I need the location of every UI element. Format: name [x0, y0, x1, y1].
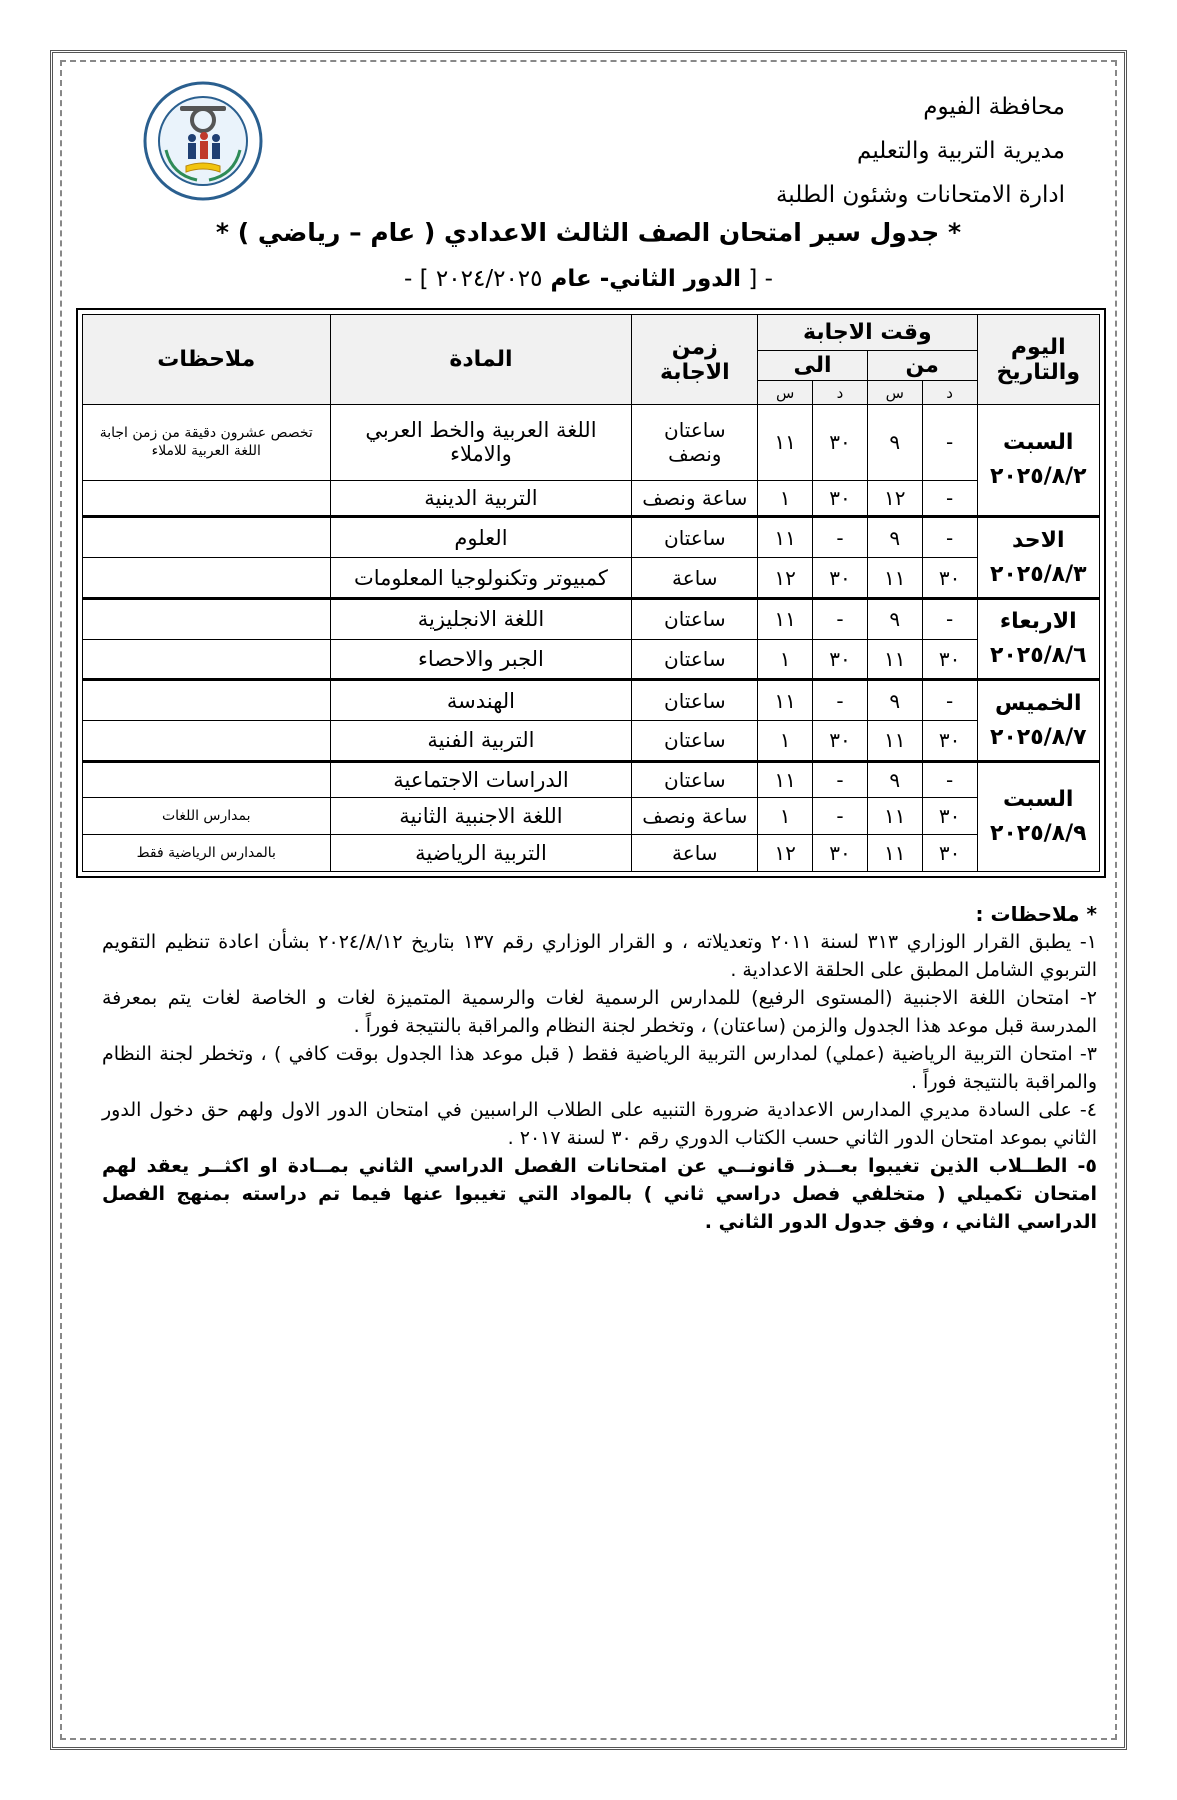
schedule-body: [83, 405, 1100, 872]
to-minute-cell: -: [813, 517, 868, 558]
exam-schedule-table: [82, 314, 1100, 872]
from-hour-cell: ٩: [867, 405, 922, 481]
to-hour-cell: ١١: [758, 598, 813, 639]
note-cell: [83, 558, 331, 599]
to-minute-cell: -: [813, 598, 868, 639]
table-row: [83, 721, 1100, 762]
table-row: [83, 761, 1100, 798]
subject-cell: كمبيوتر وتكنولوجيا المعلومات: [330, 558, 632, 599]
subtitle-prefix: - [: [741, 266, 773, 292]
from-hour-cell: ٩: [867, 598, 922, 639]
to-hour-cell: ١: [758, 639, 813, 680]
exam-date: ٢٠٢٥/٨/٦: [989, 643, 1087, 669]
note-item-5: ٥- الطــلاب الذين تغيبوا بعــذر قانونــي عن امتحانات الفصل الدراسي الثاني بمــادة او اكثــر يعقد لهم امتحان تكميلي ( متخلفي فصل دراسي ثاني ) بالمواد التي تغيبوا عنها فيما تم دراسته بمنهج الفصل الدراسي الثاني ، وفق جدول الدور الثاني .: [102, 1155, 1097, 1233]
note-item-2: ٢- امتحان اللغة الاجنبية (المستوى الرفيع) للمدارس الرسمية لغات والرسمية المتميزة لغات و الخاصة لغات يتم بمعرفة المدرسة قبل موعد هذا الجدول والزمن (ساعتان) ، وتخطر لجنة النظام والمراقبة بالنتيجة فوراً .: [102, 987, 1097, 1037]
table-row: [83, 517, 1100, 558]
duration-cell: ساعة: [632, 558, 758, 599]
exam-schedule-table-frame: [76, 308, 1106, 878]
subject-cell: التربية الفنية: [330, 721, 632, 762]
table-row: [83, 480, 1100, 517]
governorate-name: محافظة الفيوم: [923, 94, 1065, 120]
document-title: * جدول سير امتحان الصف الثالث الاعدادي ( عام – رياضي ) *: [215, 218, 962, 247]
header-from-minute: د: [922, 381, 977, 405]
exam-date: ٢٠٢٥/٨/٧: [989, 724, 1087, 750]
from-minute-cell: -: [922, 480, 977, 517]
from-minute-cell: -: [922, 405, 977, 481]
from-minute-cell: ٣٠: [922, 835, 977, 872]
to-minute-cell: ٣٠: [813, 721, 868, 762]
note-cell: [83, 517, 331, 558]
note-cell: [83, 598, 331, 639]
document-subtitle: [72, 266, 1105, 292]
note-cell: بمدارس اللغات: [83, 798, 331, 835]
note-cell: بالمدارس الرياضية فقط: [83, 835, 331, 872]
notes-heading: * ملاحظات :: [975, 902, 1097, 926]
from-hour-cell: ١١: [867, 798, 922, 835]
header-subject: المادة: [330, 315, 632, 405]
day-date-cell: [977, 517, 1099, 598]
subject-cell: اللغة العربية والخط العربي والاملاء: [330, 405, 632, 481]
table-row: [83, 835, 1100, 872]
duration-cell: ساعتان: [632, 598, 758, 639]
from-minute-cell: ٣٠: [922, 639, 977, 680]
note-cell: [83, 480, 331, 517]
document-page: [72, 70, 1105, 1730]
subject-cell: الهندسة: [330, 680, 632, 721]
to-minute-cell: ٣٠: [813, 480, 868, 517]
subtitle-session: الدور الثاني- عام: [542, 266, 742, 292]
table-row: [83, 558, 1100, 599]
note-cell: [83, 761, 331, 798]
note-cell: [83, 639, 331, 680]
issuer-header: [776, 85, 1065, 217]
day-date-cell: [977, 598, 1099, 679]
to-hour-cell: ١٢: [758, 558, 813, 599]
day-name: السبت: [1003, 786, 1074, 812]
table-row: [83, 639, 1100, 680]
subject-cell: العلوم: [330, 517, 632, 558]
from-hour-cell: ١١: [867, 721, 922, 762]
from-minute-cell: -: [922, 680, 977, 721]
header-from: من: [867, 351, 977, 381]
duration-cell: ساعتان ونصف: [632, 405, 758, 481]
from-hour-cell: ١١: [867, 558, 922, 599]
table-row: [83, 405, 1100, 481]
table-row: [83, 598, 1100, 639]
from-hour-cell: ١٢: [867, 480, 922, 517]
header-notes: ملاحظات: [83, 315, 331, 405]
note-item-3: ٣- امتحان التربية الرياضية (عملي) لمدارس التربية الرياضية فقط ( قبل موعد هذا الجدول بوقت كافي ) ، وتخطر لجنة النظام والمراقبة بالنتيجة فوراً .: [102, 1043, 1097, 1093]
duration-cell: ساعتان: [632, 721, 758, 762]
day-date-cell: [977, 761, 1099, 871]
exams-department-logo: [142, 80, 264, 202]
to-hour-cell: ١١: [758, 517, 813, 558]
from-minute-cell: -: [922, 598, 977, 639]
day-name: الخميس: [995, 690, 1082, 716]
day-name: الاربعاء: [999, 609, 1077, 635]
department-name: ادارة الامتحانات وشئون الطلبة: [775, 182, 1065, 208]
to-hour-cell: ١: [758, 721, 813, 762]
header-to-minute: د: [813, 381, 868, 405]
table-row: [83, 798, 1100, 835]
to-hour-cell: ١٢: [758, 835, 813, 872]
to-minute-cell: ٣٠: [813, 639, 868, 680]
header-duration: زمن الاجابة: [632, 315, 758, 405]
to-hour-cell: ١١: [758, 761, 813, 798]
to-minute-cell: -: [813, 798, 868, 835]
to-minute-cell: -: [813, 761, 868, 798]
exam-date: ٢٠٢٥/٨/٣: [989, 561, 1087, 587]
duration-cell: ساعتان: [632, 517, 758, 558]
subject-cell: اللغة الاجنبية الثانية: [330, 798, 632, 835]
header-to-hour: س: [758, 381, 813, 405]
note-cell: [83, 721, 331, 762]
subtitle-year: ٢٠٢٤/٢٠٢٥ ] -: [404, 266, 543, 292]
from-hour-cell: ٩: [867, 680, 922, 721]
day-date-cell: [977, 405, 1099, 517]
to-hour-cell: ١: [758, 798, 813, 835]
to-hour-cell: ١١: [758, 405, 813, 481]
table-row: [83, 680, 1100, 721]
duration-cell: ساعتان: [632, 680, 758, 721]
from-minute-cell: ٣٠: [922, 798, 977, 835]
note-item-1: ١- يطبق القرار الوزاري ٣١٣ لسنة ٢٠١١ وتعديلاته ، و القرار الوزاري رقم ١٣٧ بتاريخ ٢٠٢٤/٨/١٢ بشأن اعادة تنظيم التقويم التربوي الشامل المطبق على الحلقة الاعدادية .: [102, 931, 1097, 981]
subject-cell: التربية الدينية: [330, 480, 632, 517]
header-to: الى: [758, 351, 868, 381]
subject-cell: اللغة الانجليزية: [330, 598, 632, 639]
day-date-cell: [977, 680, 1099, 761]
duration-cell: ساعة ونصف: [632, 480, 758, 517]
to-minute-cell: ٣٠: [813, 835, 868, 872]
exam-date: ٢٠٢٥/٨/٢: [989, 464, 1087, 490]
duration-cell: ساعتان: [632, 639, 758, 680]
header-from-hour: س: [867, 381, 922, 405]
from-minute-cell: ٣٠: [922, 721, 977, 762]
to-hour-cell: ١: [758, 480, 813, 517]
subject-cell: الجبر والاحصاء: [330, 639, 632, 680]
to-hour-cell: ١١: [758, 680, 813, 721]
duration-cell: ساعة ونصف: [632, 798, 758, 835]
duration-cell: ساعتان: [632, 761, 758, 798]
from-minute-cell: -: [922, 761, 977, 798]
duration-cell: ساعة: [632, 835, 758, 872]
from-hour-cell: ٩: [867, 517, 922, 558]
note-cell: [83, 680, 331, 721]
to-minute-cell: ٣٠: [813, 405, 868, 481]
from-hour-cell: ٩: [867, 761, 922, 798]
day-name: الاحد: [1012, 527, 1065, 553]
subject-cell: الدراسات الاجتماعية: [330, 761, 632, 798]
header-day-date: اليوم والتاريخ: [977, 315, 1099, 405]
note-item-4: ٤- على السادة مديري المدارس الاعدادية ضرورة التنبيه على الطلاب الراسبين في امتحان الدور الاول ولهم حق دخول الدور الثاني بموعد امتحان الدور الثاني حسب الكتاب الدوري رقم ٣٠ لسنة ٢٠١٧ .: [102, 1099, 1097, 1149]
header-answer-time: وقت الاجابة: [758, 315, 977, 351]
subject-cell: التربية الرياضية: [330, 835, 632, 872]
notes-section: [102, 900, 1097, 1236]
note-cell: تخصص عشرون دقيقة من زمن اجابة اللغة العربية للاملاء: [83, 405, 331, 481]
to-minute-cell: ٣٠: [813, 558, 868, 599]
exam-date: ٢٠٢٥/٨/٩: [989, 820, 1087, 846]
directorate-name: مديرية التربية والتعليم: [857, 138, 1065, 164]
from-minute-cell: ٣٠: [922, 558, 977, 599]
from-hour-cell: ١١: [867, 639, 922, 680]
from-hour-cell: ١١: [867, 835, 922, 872]
from-minute-cell: -: [922, 517, 977, 558]
to-minute-cell: -: [813, 680, 868, 721]
day-name: السبت: [1003, 430, 1074, 456]
